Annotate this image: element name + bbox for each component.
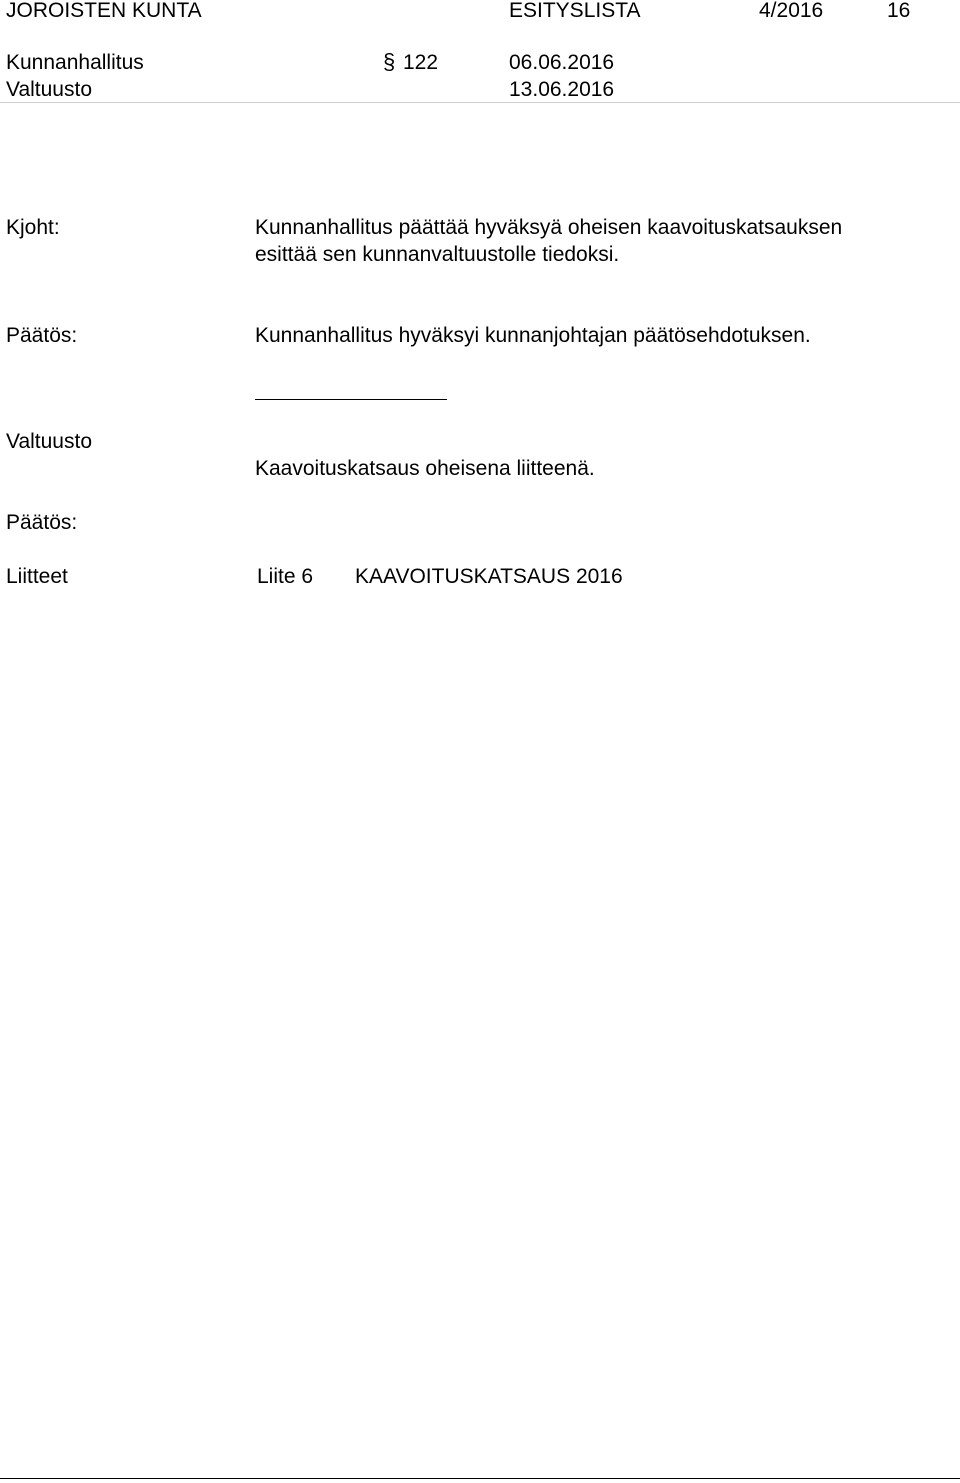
municipality-name: JOROISTEN KUNTA	[6, 0, 202, 22]
section-number: 122	[403, 51, 439, 74]
meeting-date-valtuusto: 13.06.2016	[509, 78, 615, 101]
body-valtuusto: Valtuusto	[6, 78, 92, 101]
paatos-label: Päätös:	[6, 324, 78, 347]
footer-divider	[0, 1478, 960, 1479]
attachment-name: KAAVOITUSKATSAUS 2016	[355, 565, 623, 588]
page-number: 16	[887, 0, 911, 22]
attachment-id: Liite 6	[257, 565, 314, 588]
issue-number: 4/2016	[759, 0, 824, 22]
kjoht-label: Kjoht:	[6, 216, 60, 239]
section-symbol: §	[383, 49, 396, 74]
kjoht-text-line1: Kunnanhallitus päättää hyväksyä oheisen kaavoituskatsauksen	[255, 216, 843, 239]
document-type: ESITYSLISTA	[509, 0, 641, 22]
header-divider	[0, 102, 960, 103]
valtuusto-text: Kaavoituskatsaus oheisena liitteenä.	[255, 457, 595, 480]
body-kunnanhallitus: Kunnanhallitus	[6, 51, 144, 74]
kjoht-text-line2: esittää sen kunnanvaltuustolle tiedoksi.	[255, 243, 620, 266]
section-separator-line	[255, 399, 447, 400]
valtuusto-label: Valtuusto	[6, 430, 92, 453]
paatos-valtuusto-label: Päätös:	[6, 511, 78, 534]
liitteet-label: Liitteet	[6, 565, 68, 588]
meeting-date-kunnanhallitus: 06.06.2016	[509, 51, 615, 74]
paatos-text: Kunnanhallitus hyväksyi kunnanjohtajan päätösehdotuksen.	[255, 324, 811, 347]
